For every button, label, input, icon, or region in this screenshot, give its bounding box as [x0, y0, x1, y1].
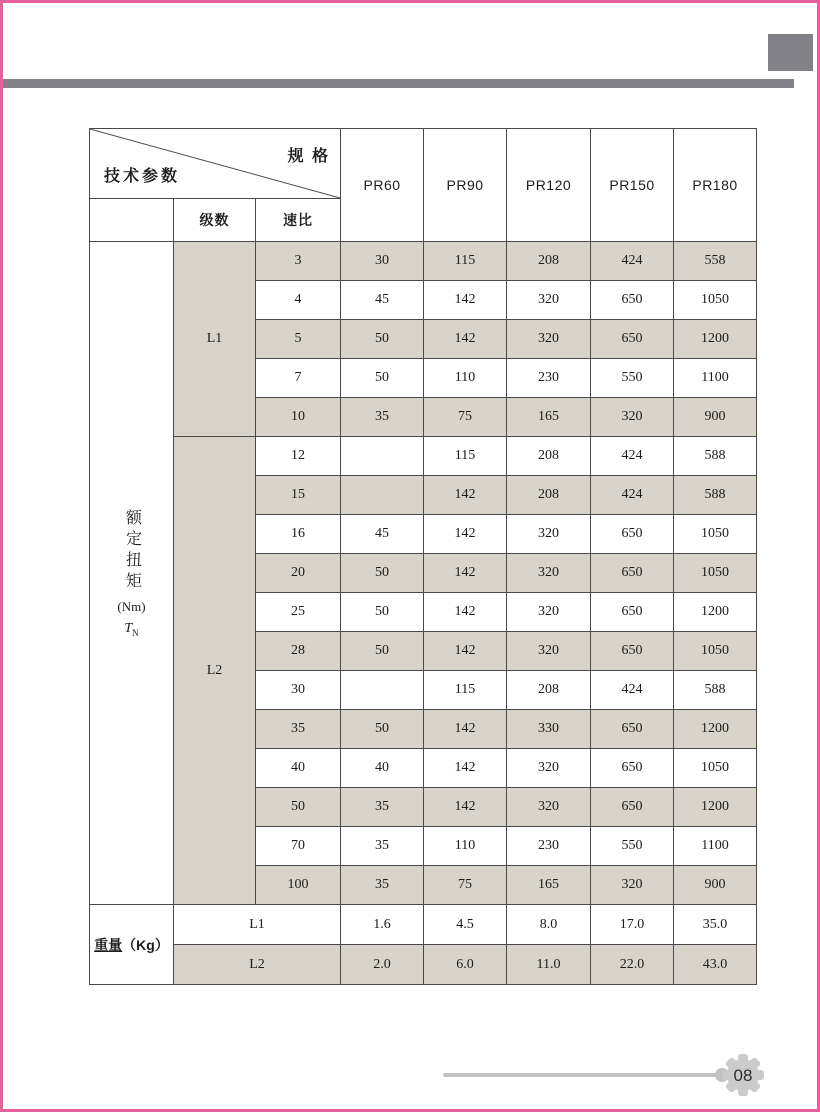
value-cell: 650 [591, 788, 674, 827]
weight-value-cell: 2.0 [341, 945, 424, 985]
ratio-cell: 20 [256, 554, 341, 593]
value-cell: 650 [591, 320, 674, 359]
value-cell: 208 [507, 671, 591, 710]
value-cell: 142 [424, 281, 507, 320]
value-cell: 1050 [674, 281, 757, 320]
weight-value-cell: 43.0 [674, 945, 757, 985]
value-cell: 142 [424, 515, 507, 554]
ratio-cell: 12 [256, 437, 341, 476]
weight-value-cell: 11.0 [507, 945, 591, 985]
ratio-cell: 5 [256, 320, 341, 359]
torque-symbol: $T_N$ [124, 620, 139, 638]
value-cell: 75 [424, 398, 507, 437]
column-header-pr120: PR120 [507, 129, 591, 242]
weight-value-cell: 8.0 [507, 905, 591, 945]
value-cell: 50 [341, 710, 424, 749]
weight-label-main: 重量 [94, 936, 123, 953]
value-cell: 142 [424, 710, 507, 749]
corner-label-spec: 规 格 [287, 148, 331, 165]
weight-stage-l2: L2 [174, 945, 341, 985]
value-cell: 35 [341, 788, 424, 827]
gear-page-badge [720, 1052, 766, 1098]
table-row [90, 242, 757, 281]
value-cell: 1200 [674, 788, 757, 827]
value-cell: 320 [591, 398, 674, 437]
value-cell: 40 [341, 749, 424, 788]
torque-label-wrap [90, 509, 173, 638]
column-header-pr180: PR180 [674, 129, 757, 242]
table-body [90, 242, 757, 985]
value-cell: 142 [424, 554, 507, 593]
value-cell: 208 [507, 476, 591, 515]
value-cell: 165 [507, 398, 591, 437]
table-corner-cell [90, 129, 341, 199]
ratio-cell: 3 [256, 242, 341, 281]
value-cell: 550 [591, 827, 674, 866]
value-cell: 50 [341, 632, 424, 671]
ratio-cell: 100 [256, 866, 341, 905]
ratio-cell: 30 [256, 671, 341, 710]
weight-label-unit: （Kg） [122, 936, 169, 953]
value-cell: 142 [424, 320, 507, 359]
value-cell: 50 [341, 359, 424, 398]
value-cell: 650 [591, 554, 674, 593]
torque-unit: (Nm) [117, 598, 146, 614]
table-header-row-1 [90, 129, 757, 199]
value-cell: 208 [507, 242, 591, 281]
value-cell: 30 [341, 242, 424, 281]
value-cell: 1200 [674, 320, 757, 359]
value-cell: 1200 [674, 593, 757, 632]
value-cell: 650 [591, 593, 674, 632]
ratio-cell: 7 [256, 359, 341, 398]
corner-label-params: 技术参数 [104, 168, 181, 185]
value-cell: 45 [341, 515, 424, 554]
value-cell: 115 [424, 671, 507, 710]
weight-label-cell [90, 905, 174, 985]
stage-cell-l2: L2 [174, 437, 256, 905]
value-cell: 650 [591, 749, 674, 788]
value-cell: 1200 [674, 710, 757, 749]
weight-row [90, 905, 757, 945]
column-header-pr90: PR90 [424, 129, 507, 242]
value-cell [341, 671, 424, 710]
weight-value-cell: 6.0 [424, 945, 507, 985]
header-accent-square [768, 34, 813, 71]
weight-value-cell: 35.0 [674, 905, 757, 945]
value-cell: 424 [591, 476, 674, 515]
value-cell: 1050 [674, 749, 757, 788]
value-cell: 35 [341, 827, 424, 866]
value-cell: 588 [674, 437, 757, 476]
value-cell: 110 [424, 827, 507, 866]
value-cell: 650 [591, 515, 674, 554]
ratio-cell: 50 [256, 788, 341, 827]
ratio-cell: 28 [256, 632, 341, 671]
value-cell: 424 [591, 242, 674, 281]
value-cell: 142 [424, 788, 507, 827]
weight-value-cell: 1.6 [341, 905, 424, 945]
value-cell: 230 [507, 359, 591, 398]
value-cell [341, 437, 424, 476]
value-cell: 1100 [674, 359, 757, 398]
page-number: 08 [733, 1066, 753, 1085]
value-cell: 320 [507, 554, 591, 593]
value-cell: 45 [341, 281, 424, 320]
ratio-cell: 4 [256, 281, 341, 320]
value-cell: 320 [507, 788, 591, 827]
weight-value-cell: 22.0 [591, 945, 674, 985]
value-cell: 320 [507, 281, 591, 320]
value-cell: 1050 [674, 632, 757, 671]
value-cell: 550 [591, 359, 674, 398]
weight-stage-l1: L1 [174, 905, 341, 945]
value-cell: 900 [674, 398, 757, 437]
value-cell [341, 476, 424, 515]
empty-header-cell [90, 199, 174, 242]
value-cell: 650 [591, 632, 674, 671]
weight-value-cell: 17.0 [591, 905, 674, 945]
ratio-cell: 70 [256, 827, 341, 866]
column-header-pr150: PR150 [591, 129, 674, 242]
value-cell: 35 [341, 866, 424, 905]
ratio-column-header: 速比 [256, 199, 341, 242]
ratio-cell: 15 [256, 476, 341, 515]
value-cell: 320 [507, 320, 591, 359]
value-cell: 558 [674, 242, 757, 281]
ratio-cell: 25 [256, 593, 341, 632]
value-cell: 50 [341, 593, 424, 632]
value-cell: 35 [341, 398, 424, 437]
value-cell: 320 [507, 515, 591, 554]
value-cell: 110 [424, 359, 507, 398]
header-accent-bar [3, 79, 794, 88]
value-cell: 50 [341, 320, 424, 359]
value-cell: 1050 [674, 554, 757, 593]
value-cell: 900 [674, 866, 757, 905]
weight-row [90, 945, 757, 985]
value-cell: 320 [507, 632, 591, 671]
table-row [90, 437, 757, 476]
value-cell: 115 [424, 242, 507, 281]
value-cell: 650 [591, 710, 674, 749]
value-cell: 230 [507, 827, 591, 866]
value-cell: 588 [674, 671, 757, 710]
value-cell: 165 [507, 866, 591, 905]
value-cell: 330 [507, 710, 591, 749]
value-cell: 650 [591, 281, 674, 320]
ratio-cell: 10 [256, 398, 341, 437]
spec-table [89, 128, 757, 985]
value-cell: 320 [591, 866, 674, 905]
column-header-pr60: PR60 [341, 129, 424, 242]
value-cell: 1100 [674, 827, 757, 866]
weight-value-cell: 4.5 [424, 905, 507, 945]
value-cell: 115 [424, 437, 507, 476]
value-cell: 320 [507, 749, 591, 788]
ratio-cell: 40 [256, 749, 341, 788]
value-cell: 75 [424, 866, 507, 905]
footer-rule-line [443, 1073, 719, 1077]
value-cell: 1050 [674, 515, 757, 554]
value-cell: 142 [424, 476, 507, 515]
torque-label-cell [90, 242, 174, 905]
torque-label-vertical: 额定扭矩 [123, 508, 141, 593]
value-cell: 320 [507, 593, 591, 632]
stage-column-header: 级数 [174, 199, 256, 242]
stage-cell-l1: L1 [174, 242, 256, 437]
value-cell: 142 [424, 749, 507, 788]
value-cell: 588 [674, 476, 757, 515]
value-cell: 424 [591, 437, 674, 476]
value-cell: 142 [424, 632, 507, 671]
value-cell: 142 [424, 593, 507, 632]
ratio-cell: 16 [256, 515, 341, 554]
value-cell: 50 [341, 554, 424, 593]
value-cell: 208 [507, 437, 591, 476]
value-cell: 424 [591, 671, 674, 710]
ratio-cell: 35 [256, 710, 341, 749]
